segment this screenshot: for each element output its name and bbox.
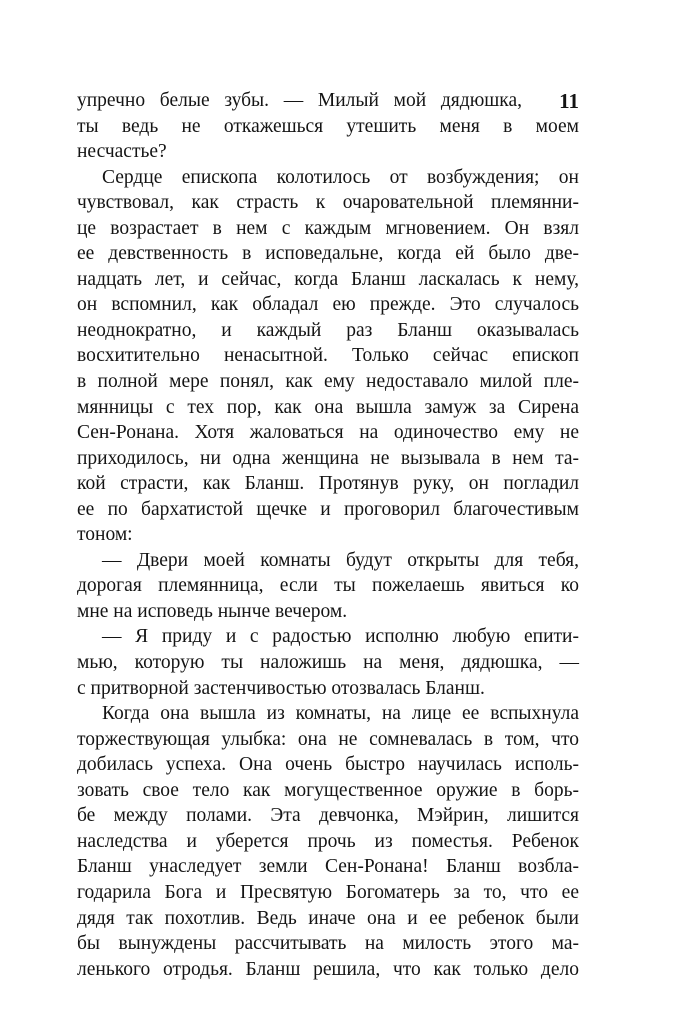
paragraph-first-line: — Я приду и с радостью исполню любую епити- — [102, 626, 579, 648]
text-line: приходилось, ни одна женщина не вызывала в нем та- — [77, 447, 579, 469]
text-line: мью, которую ты наложишь на меня, дядюшка, — — [77, 652, 579, 674]
text-line: годарила Бога и Пресвятую Богоматерь за то, что ее — [77, 881, 579, 903]
text-line: зовать свое тело как могущественное оружие в борь- — [77, 779, 579, 801]
page-number: 11 — [559, 89, 579, 113]
text-line: упречно белые зубы. — Милый мой дядюшка, — [77, 90, 522, 111]
text-line: ленького отродья. Бланш решила, что как только дело — [77, 958, 579, 980]
text-line: в полной мере понял, как ему недоставало милой пле- — [77, 371, 579, 393]
paragraph-first-line: — Двери моей комнаты будут открыты для тебя, — [102, 549, 579, 571]
text-line: торжествующая улыбка: она не сомневалась в том, что — [77, 728, 579, 750]
text-line: добилась успеха. Она очень быстро научилась исполь- — [77, 754, 579, 776]
text-line: ее по бархатистой щечке и проговорил благочестивым — [77, 498, 579, 520]
text-line: несчастье? — [77, 141, 167, 163]
paragraph-first-line: Сердце епископа колотилось от возбуждения; он — [102, 166, 579, 188]
book-page-text — [77, 88, 579, 982]
text-line: бе между полами. Эта девчонка, Мэйрин, лишится — [77, 805, 579, 827]
text-line: надцать лет, и сейчас, когда Бланш ласкалась к нему, — [77, 268, 579, 290]
text-line: неоднократно, и каждый раз Бланш оказывалась — [77, 319, 579, 341]
text-line: Сен-Ронана. Хотя жаловаться на одиночество ему не — [77, 422, 579, 444]
text-line: наследства и уберется прочь из поместья. Ребенок — [77, 830, 579, 852]
text-line: мне на исповедь нынче вечером. — [77, 600, 348, 622]
text-line: чувствовал, как страсть к очаровательной племянни- — [77, 192, 579, 214]
text-line: мянницы с тех пор, как она вышла замуж за Сирена — [77, 396, 579, 418]
text-line: тоном: — [77, 524, 133, 546]
text-line: Бланш унаследует земли Сен-Ронана! Бланш возбла- — [77, 856, 579, 878]
text-line: це возрастает в нем с каждым мгновением. Он взял — [77, 217, 579, 239]
text-line: с притворной застенчивостью отозвалась Бланш. — [77, 677, 485, 699]
text-line: дядя так похотлив. Ведь иначе она и ее ребенок были — [77, 907, 579, 929]
paragraph-first-line: Когда она вышла из комнаты, на лице ее вспыхнула — [102, 703, 579, 725]
text-line: бы вынуждены рассчитывать на милость этого ма- — [77, 933, 579, 955]
text-line: он вспомнил, как обладал ею прежде. Это случалось — [77, 294, 579, 316]
text-line: восхитительно ненасытной. Только сейчас епископ — [77, 345, 579, 367]
text-line: ее девственность в исповедальне, когда ей было две- — [77, 243, 579, 265]
text-line: дорогая племянница, если ты пожелаешь явиться ко — [77, 575, 579, 597]
text-line: кой страсти, как Бланш. Протянув руку, он погладил — [77, 473, 579, 495]
text-line: ты ведь не откажешься утешить меня в моем — [77, 115, 579, 137]
